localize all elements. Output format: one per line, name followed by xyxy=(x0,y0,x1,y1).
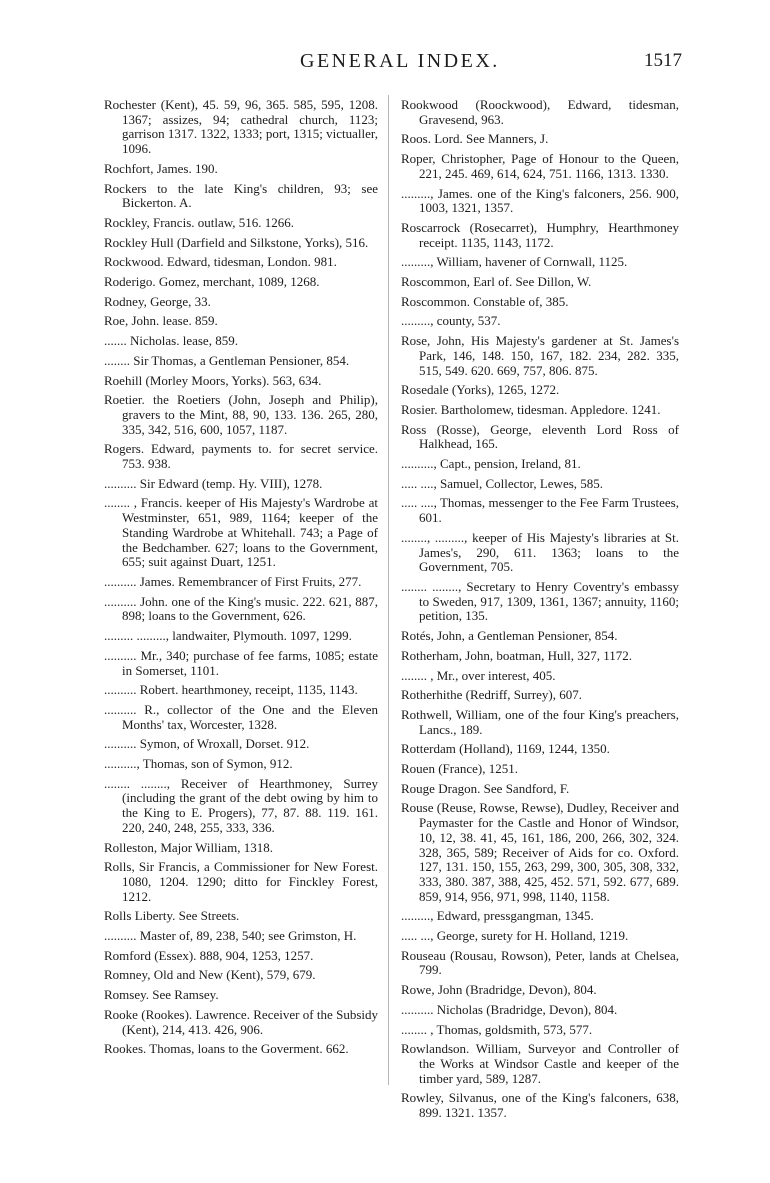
index-entry: Rosier. Bartholomew, tidesman. Appledore. 1241. xyxy=(401,401,661,417)
index-column-left xyxy=(104,98,378,1062)
index-entry: Rolls, Sir Francis, a Commissioner for New Forest. 1080, 1204. 1290; ditto for Finckley Forest, 1212. xyxy=(104,859,378,904)
index-entry: Rotés, John, a Gentleman Pensioner, 854. xyxy=(401,628,618,644)
index-entry: Rosedale (Yorks), 1265, 1272. xyxy=(401,382,560,398)
index-entry: ..... ...., Thomas, messenger to the Fee Farm Trustees, 601. xyxy=(401,495,679,526)
page-number: 1517 xyxy=(644,50,682,71)
index-entry: .........., Thomas, son of Symon, 912. xyxy=(104,756,293,772)
index-entry: ........ ........, Receiver of Hearthmoney, Surrey (including the grant of the debt owing by him to the King to E. Progers), 77, 87. 88. 119. 161. 220, 240, 248, 255, 333, 336. xyxy=(104,775,378,835)
index-entry: Rotherhithe (Redriff, Surrey), 607. xyxy=(401,687,582,703)
index-entry: ........., William, havener of Cornwall, 1125. xyxy=(401,254,628,270)
index-entry: Roscommon, Earl of. See Dillon, W. xyxy=(401,274,592,290)
index-entry: Rotherham, John, boatman, Hull, 327, 1172. xyxy=(401,647,632,663)
index-entry: ........ , Mr., over interest, 405. xyxy=(401,667,556,683)
column-divider xyxy=(388,95,389,1085)
index-entry: Roetier. the Roetiers (John, Joseph and Philip), gravers to the Mint, 88, 90, 133. 136. 265, 280, 335, 342, 516, 600, 1057, 1187. xyxy=(104,392,378,437)
index-entry: Rouge Dragon. See Sandford, F. xyxy=(401,780,570,796)
index-entry: Rowe, John (Bradridge, Devon), 804. xyxy=(401,982,597,998)
index-entry: Rose, John, His Majesty's gardener at St. James's Park, 146, 148. 150, 167, 182. 234, 282. 335, 515, 549. 620. 669, 757, 806. 875. xyxy=(401,333,679,378)
index-entry: .......... Nicholas (Bradridge, Devon), 804. xyxy=(401,1001,618,1017)
index-entry: ......... ........., landwaiter, Plymouth. 1097, 1299. xyxy=(104,628,352,644)
index-entry: ........, ........., keeper of His Majesty's libraries at St. James's, 290, 611. 1363; loans to the Government, 705. xyxy=(401,529,679,575)
index-entry: Ross (Rosse), George, eleventh Lord Ross of Halkhead, 165. xyxy=(401,421,679,452)
index-entry: Rockley Hull (Darfield and Silkstone, Yorks), 516. xyxy=(104,234,369,250)
index-entry: Rowlandson. William, Surveyor and Controller of the Works at Windsor Castle and keeper of the timber yard, 589, 1287. xyxy=(401,1041,679,1086)
index-entry: Roe, John. lease. 859. xyxy=(104,313,218,329)
index-entry: Romford (Essex). 888, 904, 1253, 1257. xyxy=(104,947,314,963)
index-entry: .......... Master of, 89, 238, 540; see Grimston, H. xyxy=(104,928,357,944)
index-entry: ........ ........, Secretary to Henry Coventry's embassy to Sweden, 917, 1309, 1361, 1367; annuity, 1160; petition, 135. xyxy=(401,578,679,624)
index-column-right xyxy=(401,98,679,1126)
index-entry: .........., Capt., pension, Ireland, 81. xyxy=(401,456,581,472)
index-entry: Rookwood (Roockwood), Edward, tidesman, Gravesend, 963. xyxy=(401,97,679,127)
index-entry: Roos. Lord. See Manners, J. xyxy=(401,131,549,147)
index-entry: Roper, Christopher, Page of Honour to the Queen, 221, 245. 469, 614, 624, 751. 1166, 1313. 1330. xyxy=(401,151,679,181)
index-entry: Rockers to the late King's children, 93; see Bickerton. A. xyxy=(104,180,378,211)
index-entry: ..... ..., George, surety for H. Holland, 1219. xyxy=(401,928,629,944)
index-entry: Romsey. See Ramsey. xyxy=(104,987,219,1003)
index-entry: .......... Sir Edward (temp. Hy. VIII), 1278. xyxy=(104,475,323,491)
index-entry: .......... R., collector of the One and the Eleven Months' tax, Worcester, 1328. xyxy=(104,701,378,732)
index-entry: .......... James. Remembrancer of First Fruits, 277. xyxy=(104,573,362,589)
index-entry: ........ Sir Thomas, a Gentleman Pensioner, 854. xyxy=(104,352,350,368)
index-entry: Rotterdam (Holland), 1169, 1244, 1350. xyxy=(401,741,610,757)
index-entry: ........ , Thomas, goldsmith, 573, 577. xyxy=(401,1021,593,1037)
index-entry: Rothwell, William, one of the four King's preachers, Lancs., 189. xyxy=(401,706,679,737)
index-entry: Rockwood. Edward, tidesman, London. 981. xyxy=(104,254,337,270)
index-entry: Rolls Liberty. See Streets. xyxy=(104,908,240,924)
index-entry: Rodney, George, 33. xyxy=(104,293,211,309)
index-entry: Romney, Old and New (Kent), 579, 679. xyxy=(104,967,316,983)
index-entry: ..... ...., Samuel, Collector, Lewes, 585. xyxy=(401,475,604,491)
index-entry: Rochfort, James. 190. xyxy=(104,160,218,176)
index-entry: .......... John. one of the King's music. 222. 621, 887, 898; loans to the Government, 626. xyxy=(104,593,378,624)
index-entry: ........., James. one of the King's falconers, 256. 900, 1003, 1321, 1357. xyxy=(401,185,679,216)
index-entry: ....... Nicholas. lease, 859. xyxy=(104,333,238,349)
index-entry: .......... Mr., 340; purchase of fee farms, 1085; estate in Somerset, 1101. xyxy=(104,647,378,678)
index-entry: Rooke (Rookes). Lawrence. Receiver of the Subsidy (Kent), 214, 413. 426, 906. xyxy=(104,1006,378,1037)
index-entry: Rowley, Silvanus, one of the King's falconers, 638, 899. 1321. 1357. xyxy=(401,1090,679,1121)
index-entry: Rookes. Thomas, loans to the Goverment. 662. xyxy=(104,1041,349,1057)
index-entry: Rochester (Kent), 45. 59, 96, 365. 585, 595, 1208. 1367; assizes, 94; cathedral church, 1123; garrison 1317. 1322, 1333; port, 1315; victualler, 1096. xyxy=(104,97,378,157)
index-entry: Rolleston, Major William, 1318. xyxy=(104,839,273,855)
index-entry: .......... Robert. hearthmoney, receipt, 1135, 1143. xyxy=(104,682,358,698)
index-entry: Roderigo. Gomez, merchant, 1089, 1268. xyxy=(104,274,320,290)
index-entry: ........., county, 537. xyxy=(401,313,501,329)
index-entry: Roscarrock (Rosecarret), Humphry, Hearthmoney receipt. 1135, 1143, 1172. xyxy=(401,219,679,250)
index-entry: Rouse (Reuse, Rowse, Rewse), Dudley, Receiver and Paymaster for the Castle and Honor of Windsor, 10, 12, 38. 41, 45, 161, 186, 200, 266, 302, 324. 328, 365, 589; Receiver of Aids for co. Oxford. 127, 131. 150, 155, 263, 299, 300, 305, 308, 332, 333, 380. 387, 388, 425, 452. 571, 592. 677, 689. 859, 914, 956, 971, 998, 1140, 1158. xyxy=(401,800,679,904)
index-entry: ........., Edward, pressgangman, 1345. xyxy=(401,908,594,924)
index-entry: .......... Symon, of Wroxall, Dorset. 912. xyxy=(104,736,310,752)
running-title: GENERAL INDEX. xyxy=(300,50,500,72)
index-entry: Rouseau (Rousau, Rowson), Peter, lands at Chelsea, 799. xyxy=(401,947,679,978)
index-entry: ........ , Francis. keeper of His Majesty's Wardrobe at Westminster, 651, 989, 1164; keeper of the Standing Wardrobe at Whitehall. 743; a Page of the Bedchamber. 627; loans to the Government, 655; suit against Duart, 1251. xyxy=(104,495,378,570)
index-entry: Rouen (France), 1251. xyxy=(401,761,518,777)
index-entry: Roscommon. Constable of, 385. xyxy=(401,293,569,309)
index-entry: Rogers. Edward, payments to. for secret service. 753. 938. xyxy=(104,441,378,472)
index-entry: Rockley, Francis. outlaw, 516. 1266. xyxy=(104,214,295,230)
page-header xyxy=(0,50,770,80)
index-entry: Roehill (Morley Moors, Yorks). 563, 634. xyxy=(104,372,322,388)
